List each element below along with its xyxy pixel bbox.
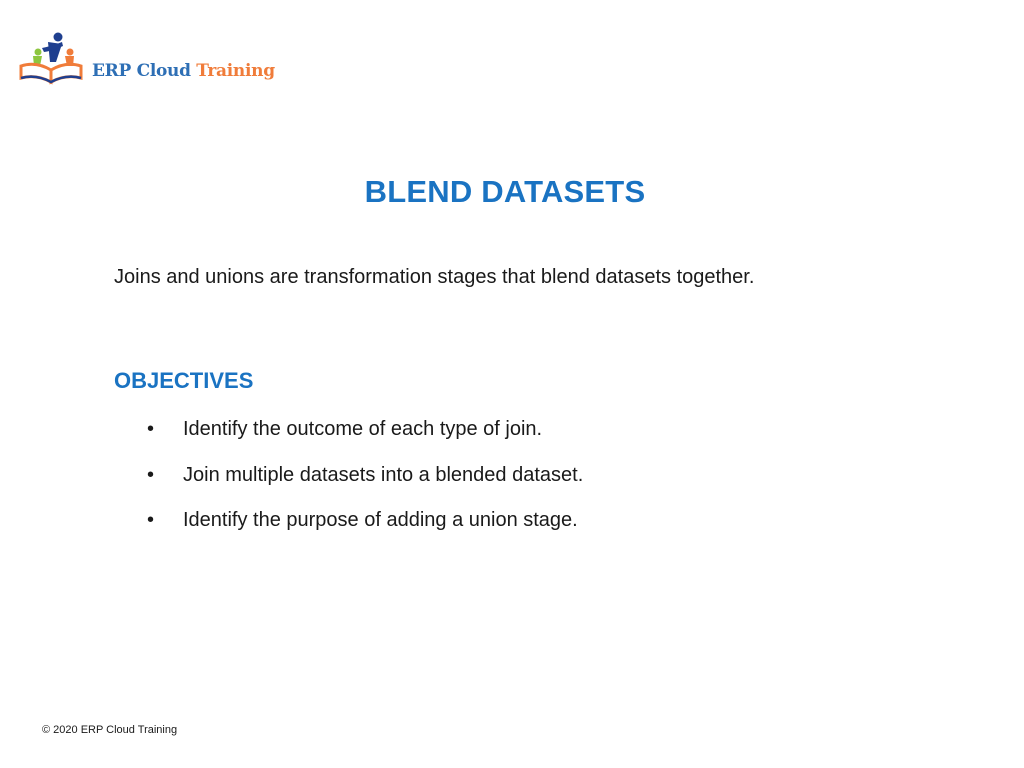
logo-text-part1: ERP Cloud	[92, 61, 197, 81]
list-item	[147, 509, 583, 555]
list-item	[147, 464, 583, 510]
slide-title: BLEND DATASETS	[364, 174, 646, 209]
copyright-footer: © 2020 ERP Cloud Training	[42, 724, 178, 736]
objective-text: Identify the purpose of adding a union stage.	[183, 509, 578, 531]
objective-text: Join multiple datasets into a blended dataset.	[183, 463, 584, 486]
objectives-heading: OBJECTIVES	[114, 368, 254, 393]
list-item	[147, 418, 583, 464]
bullet-icon: •	[147, 418, 155, 440]
bullet-icon: •	[147, 463, 155, 486]
logo-text-part2: Training	[196, 61, 275, 81]
bullet-icon: •	[147, 509, 155, 531]
open-book-with-people-icon	[18, 28, 84, 90]
objective-text: Identify the outcome of each type of join.	[183, 418, 543, 440]
intro-text: Joins and unions are transformation stages that blend datasets together.	[114, 266, 755, 288]
logo-wordmark	[92, 61, 275, 81]
company-logo	[18, 28, 275, 90]
objectives-list	[147, 418, 583, 555]
